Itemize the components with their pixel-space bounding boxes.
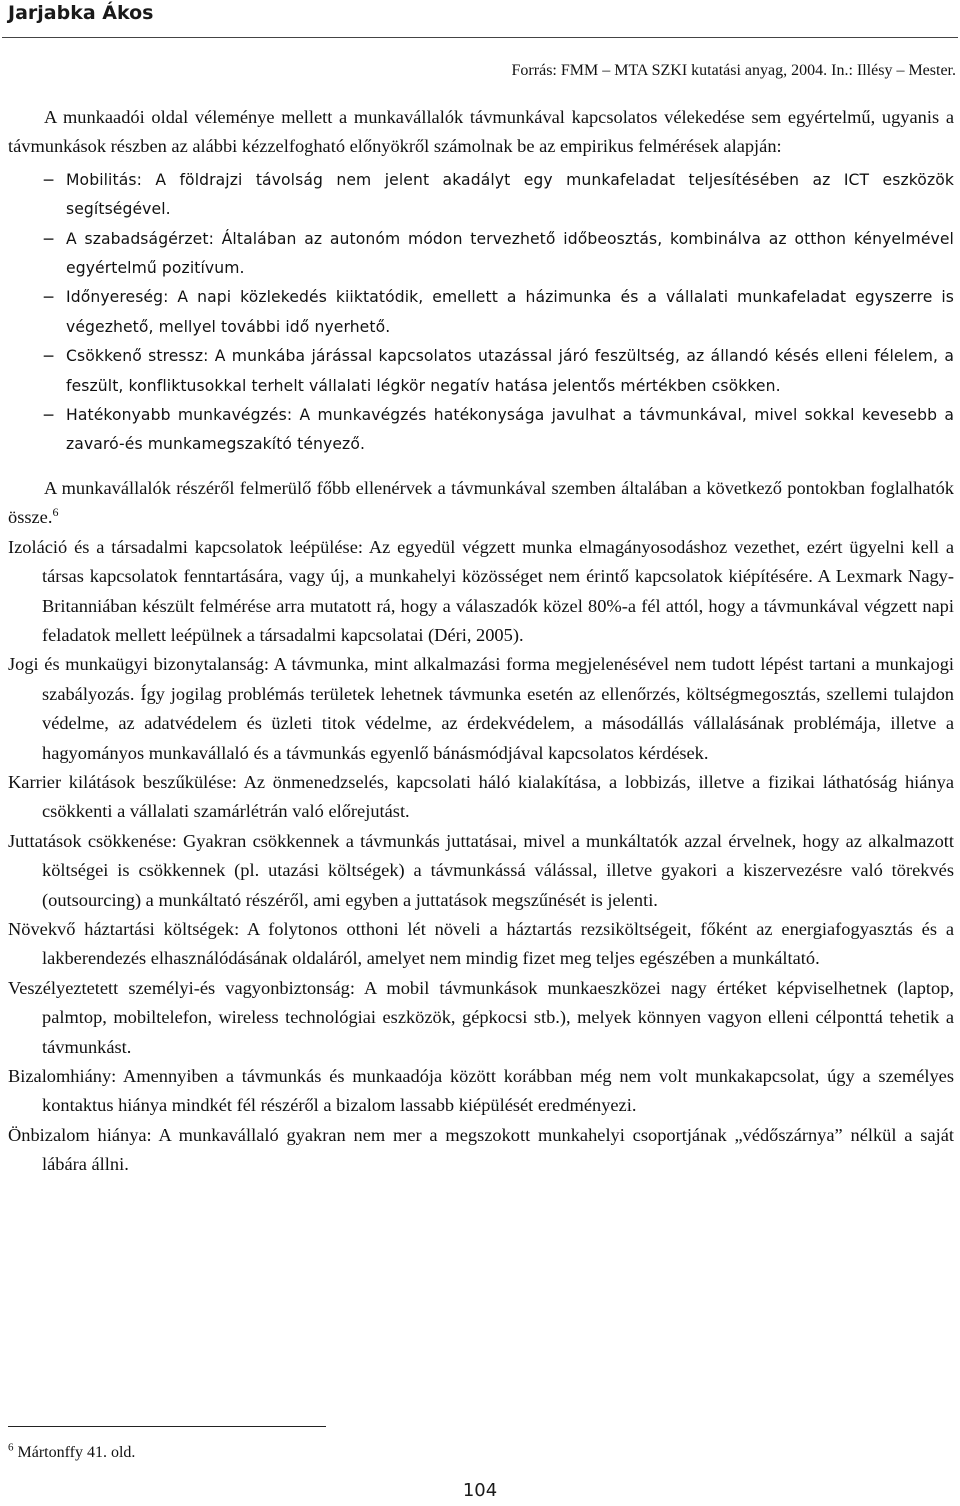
list-item (8, 225, 954, 284)
dash-marker: − (42, 229, 56, 248)
footnote (8, 1441, 136, 1462)
footnote-rule (8, 1426, 326, 1427)
header-rule (2, 37, 958, 38)
header-author: Jarjabka Ákos (8, 2, 154, 24)
list-item-text: A szabadságérzet: Általában az autonóm módon tervezhető időbeosztás, kombinálva az otthon kényelmével egyértelmű pozitívum. (66, 229, 954, 278)
disadvantage-item: Veszélyeztetett személyi-és vagyonbiztonság: A mobil távmunkások munkaeszközei nagy értéket képviselhetnek (laptop, palmtop, mobiltelefon, wireless technológiai eszközök, gépkocsi stb.), melyek könnyen vagyon elleni célponttá tehetik a távmunkást. (8, 977, 954, 1057)
disadvantage-item: Juttatások csökkenése: Gyakran csökkennek a távmunkás juttatásai, mivel a munkáltatók azzal érvelnek, hogy az alkalmazott költségei is csökkennek (pl. utazási költségek) a távmunkássá válással, illetve gyakori a kiszervezésre való törekvés (outsourcing) a munkáltató részéről, ami egyben a juttatások megszűnését is jelenti. (8, 830, 954, 910)
dash-marker: − (42, 288, 56, 307)
list-item (8, 283, 954, 342)
dash-marker: − (42, 170, 56, 189)
list-item-text: Csökkenő stressz: A munkába járással kapcsolatos utazással járó feszültség, az állandó késés elleni félelem, a feszült, konfliktusokkal terhelt vállalati légkör negatív hatása jelentős mértékben csökken. (66, 347, 954, 395)
source-line: Forrás: FMM – MTA SZKI kutatási anyag, 2004. In.: Illésy – Mester. (511, 62, 956, 79)
footnote-number: 6 (8, 1441, 14, 1454)
intro-paragraph: A munkaadói oldal véleménye mellett a munkavállalók távmunkával kapcsolatos vélekedése sem egyértelmű, ugyanis a távmunkások részben az alábbi kézzelfogható előnyökről számolnak be az empirikus felmérések alapján: (8, 107, 954, 157)
list-item (8, 166, 954, 225)
main-content (8, 103, 954, 1180)
disadvantage-item: Bizalomhiány: Amennyiben a távmunkás és munkaadója között korábban még nem volt munkakapcsolat, úgy a személyes kontaktus hiánya mindkét fél részéről a bizalom lassabb kiépülését eredményezi. (8, 1066, 954, 1116)
disadvantage-item: Jogi és munkaügyi bizonytalanság: A távmunka, mint alkalmazási forma megjelenésével nem tudott lépést tartani a munkajogi szabályozás. Így jogilag problémás területek lehetnek távmunka esetén az ellenőrzés, költségmegosztás, szellemi tulajdon védelme, az adatvédelem és üzleti titok védelme, az érdekvédelem, a másodállás vállalásának problémája, illetve a hagyományos munkavállaló és a távmunkás egyenlő bánásmódjával kapcsolatos kérdések. (8, 654, 954, 763)
disadvantage-item: Növekvő háztartási költségek: A folytonos otthoni lét növeli a háztartás rezsiköltségeit, főként az energiafogyasztás és a lakberendezés elhasználódásának oldaláról, amelyet nem mindig fizet meg teljes egészében a munkáltató. (8, 918, 954, 969)
disadvantage-item: Önbizalom hiánya: A munkavállaló gyakran nem mer a megszokott munkahelyi csoportjának „védőszárnya” nélkül a saját lábára állni. (8, 1124, 954, 1175)
list-item (8, 342, 954, 401)
footnote-reference: 6 (52, 505, 59, 520)
advantages-list (8, 166, 954, 460)
page-number: 104 (462, 1480, 498, 1501)
dash-marker: − (42, 406, 56, 425)
dash-marker: − (42, 347, 56, 366)
list-item-text: Mobilitás: A földrajzi távolság nem jelent akadályt egy munkafeladat teljesítésében az ICT eszközök segítségével. (66, 170, 954, 219)
list-item (8, 401, 954, 460)
list-item-text: Időnyereség: A napi közlekedés kiiktatódik, emellett a házimunka és a vállalati munkafeladat egyszerre is végezhető, mellyel további idő nyerhető. (66, 288, 954, 336)
disadvantages-intro (8, 474, 954, 533)
disadvantage-item: Karrier kilátások beszűkülése: Az önmenedzselés, kapcsolati háló kialakítása, a lobbizás, illetve a fizikai láthatóság hiánya csökkenti a vállalati szamárlétrán való előrejutást. (8, 771, 954, 822)
disadvantages-intro-text: A munkavállalók részéről felmerülő főbb ellenérvek a távmunkával szemben általában a következő pontokban foglalhatók össze. (8, 477, 954, 528)
list-item-text: Hatékonyabb munkavégzés: A munkavégzés hatékonysága javulhat a távmunkával, mivel sokkal kevesebb a zavaró-és munkamegszakító tényező. (66, 406, 954, 454)
disadvantage-item: Izoláció és a társadalmi kapcsolatok leépülése: Az egyedül végzett munka elmagányosodáshoz vezethet, ezért ügyelni kell a társas kapcsolatok fenntartására, vagy új, a munkahelyi közösséget nem érintő kapcsolatok kiépítésére. A Lexmark Nagy-Britanniában készült felmérése arra mutatott rá, hogy a válaszadók közel 80%-a fél attól, hogy a távmunkával végzett napi feladatok mellett leépülnek a társadalmi kapcsolatai (Déri, 2005). (8, 536, 954, 645)
footnote-text: Mártonffy 41. old. (17, 1444, 136, 1461)
